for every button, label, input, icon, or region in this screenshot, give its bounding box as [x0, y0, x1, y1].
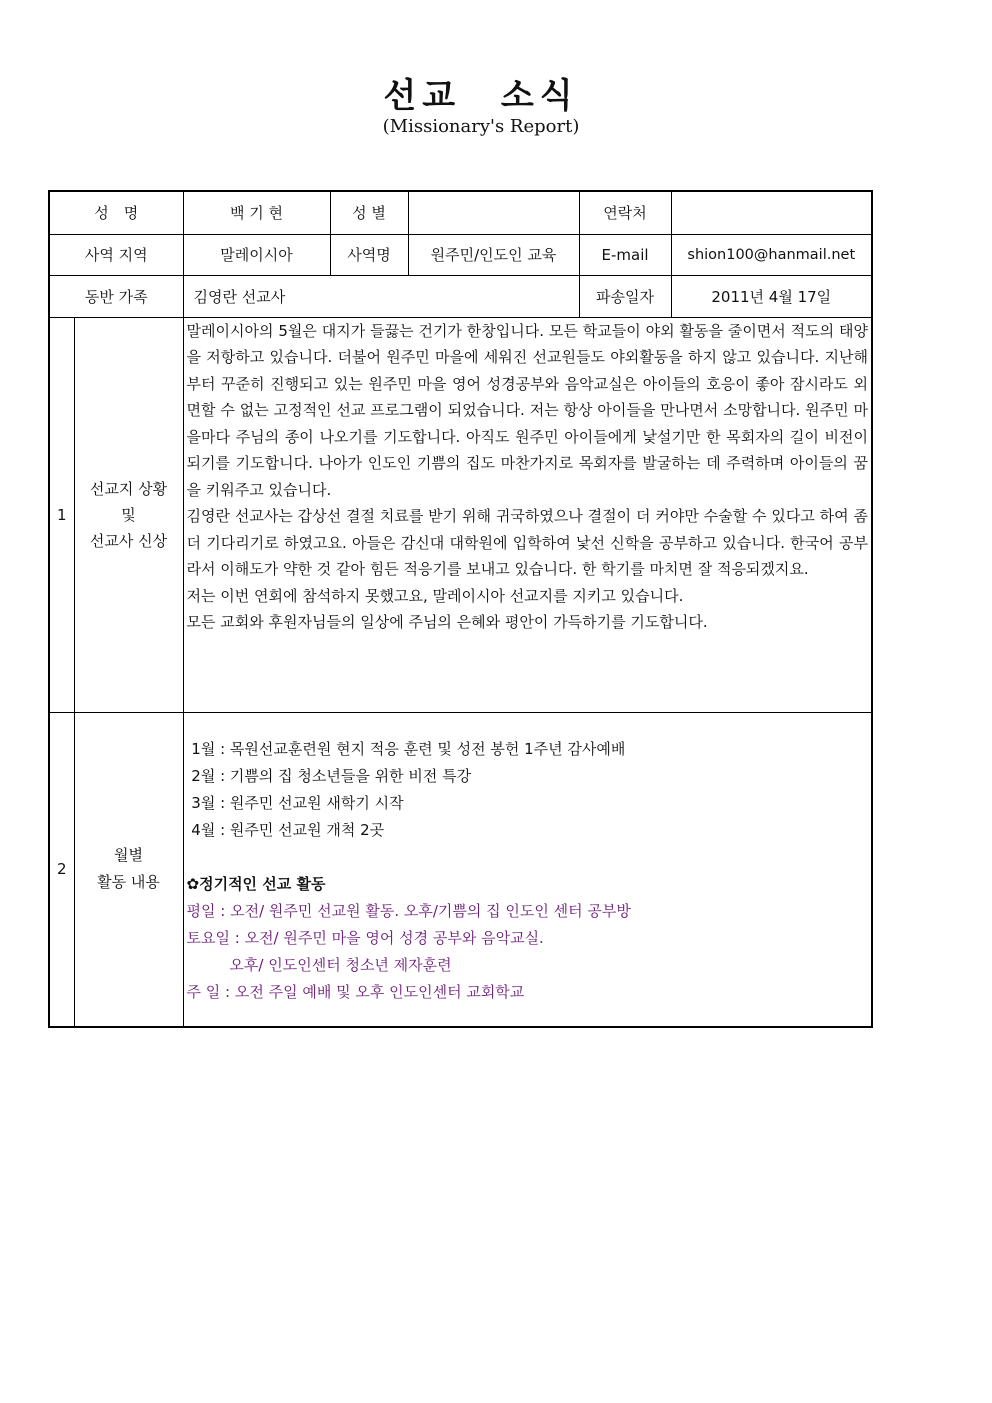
section2-label-line2: 활동 내용: [97, 873, 160, 891]
regular-activity-heading: ✿정기적인 선교 활동: [186, 874, 326, 893]
section1-paragraph: 말레이시아의 5월은 대지가 들끓는 건기가 한창입니다. 모든 학교들이 야외 활동을 줄이면서 적도의 태양을 저항하고 있습니다. 더불어 원주민 마을에 세워진 선교원들도 야외활동을 하지 않고 있습니다. 지난해부터 꾸준히 진행되고 있는 원주민 마을 영어 성경공부와 음악교실은 아이들의 호응이 좋아 잠시라도 외면할 수 없는 고정적인 선교 프로그램이 되었습니다. 저는 항상 아이들을 만나면서 소망합니다. 원주민 마을마다 주님의 종이 나오기를 기도합니다. 아직도 원주민 아이들에게 낯설기만 한 목회자의 길이 비전이 되기를 기도합니다. 나아가 인도인 기쁨의 집도 마찬가지로 목회자를 발굴하는 데 주력하며 아이들의 꿈을 키워주고 있습니다.: [186, 321, 869, 499]
section2-label-line1: 월별: [114, 846, 143, 864]
report-table: [48, 190, 873, 1028]
section1-label-line3: 선교사 신상: [89, 531, 168, 550]
info-row-name: [49, 191, 872, 234]
section1-paragraph: 모든 교회와 후원자님들의 일상에 주님의 은혜와 평안이 가득하기를 기도합니다.: [186, 613, 708, 631]
section2-label: [74, 712, 183, 1027]
ministry-value: 원주민/인도인 교육: [408, 234, 579, 275]
section1-label: [74, 317, 183, 712]
info-row-family: [49, 275, 872, 317]
name-label: 성 명: [49, 191, 183, 234]
section1-paragraph: 김영란 선교사는 갑상선 결절 치료를 받기 위해 귀국하였으나 결절이 더 커야만 수술할 수 있다고 하여 좀 더 기다리기로 하였고요. 아들은 감신대 대학원에 입학하여 낯선 신학을 공부하고 있습니다. 한국어 공부라서 이해도가 약한 것 같아 힘든 적응기를 보내고 있습니다. 한 학기를 마치면 잘 적응되겠지요.: [186, 507, 869, 578]
info-row-region: [49, 234, 872, 275]
blank-line: [187, 844, 868, 871]
section1-paragraph: 저는 이번 연회에 참석하지 못했고요, 말레이시아 선교지를 지키고 있습니다.: [186, 586, 684, 605]
section1-number: 1: [49, 317, 74, 712]
section1-label-line1: 선교지 상황: [89, 479, 168, 498]
section2-number: 2: [49, 712, 74, 1027]
section2-body: [183, 712, 872, 1027]
section1-label-line2: 및: [121, 505, 136, 524]
section1-row: [49, 317, 872, 712]
monthly-item: 3월 : 원주민 선교원 새학기 시작: [186, 793, 404, 812]
section1-body: [183, 317, 872, 712]
monthly-item: 1월 : 목원선교훈련원 현지 적응 훈련 및 성전 봉헌 1주년 감사예배: [186, 739, 626, 758]
gender-value: [408, 191, 579, 234]
gender-label: 성 별: [330, 191, 408, 234]
section2-row: [49, 712, 872, 1027]
monthly-item: 4월 : 원주민 선교원 개척 2곳: [186, 820, 385, 839]
monthly-item: 2월 : 기쁨의 집 청소년들을 위한 비전 특강: [186, 766, 472, 785]
ministry-label: 사역명: [330, 234, 408, 275]
contact-label: 연락처: [579, 191, 671, 234]
date-label: 파송일자: [579, 275, 671, 317]
page-subtitle: (Missionary's Report): [382, 116, 580, 137]
family-label: 동반 가족: [49, 275, 183, 317]
name-value: 백 기 현: [183, 191, 330, 234]
family-value: 김영란 선교사: [183, 275, 579, 317]
email-label: E-mail: [579, 234, 671, 275]
regular-activity-item: 오후/ 인도인센터 청소년 제자훈련: [186, 955, 452, 974]
regular-activity-item: 주 일 : 오전 주일 예배 및 오후 인도인센터 교회학교: [186, 982, 525, 1001]
email-value: shion100@hanmail.net: [671, 234, 872, 275]
region-label: 사역 지역: [49, 234, 183, 275]
page-title: 선교 소식: [383, 76, 579, 116]
region-value: 말레이시아: [183, 234, 330, 275]
regular-activity-item: 토요일 : 오전/ 원주민 마을 영어 성경 공부와 음악교실.: [186, 928, 544, 947]
date-value: 2011년 4월 17일: [671, 275, 872, 317]
contact-value: [671, 191, 872, 234]
regular-activity-item: 평일 : 오전/ 원주민 선교원 활동. 오후/기쁨의 집 인도인 센터 공부방: [186, 901, 631, 920]
